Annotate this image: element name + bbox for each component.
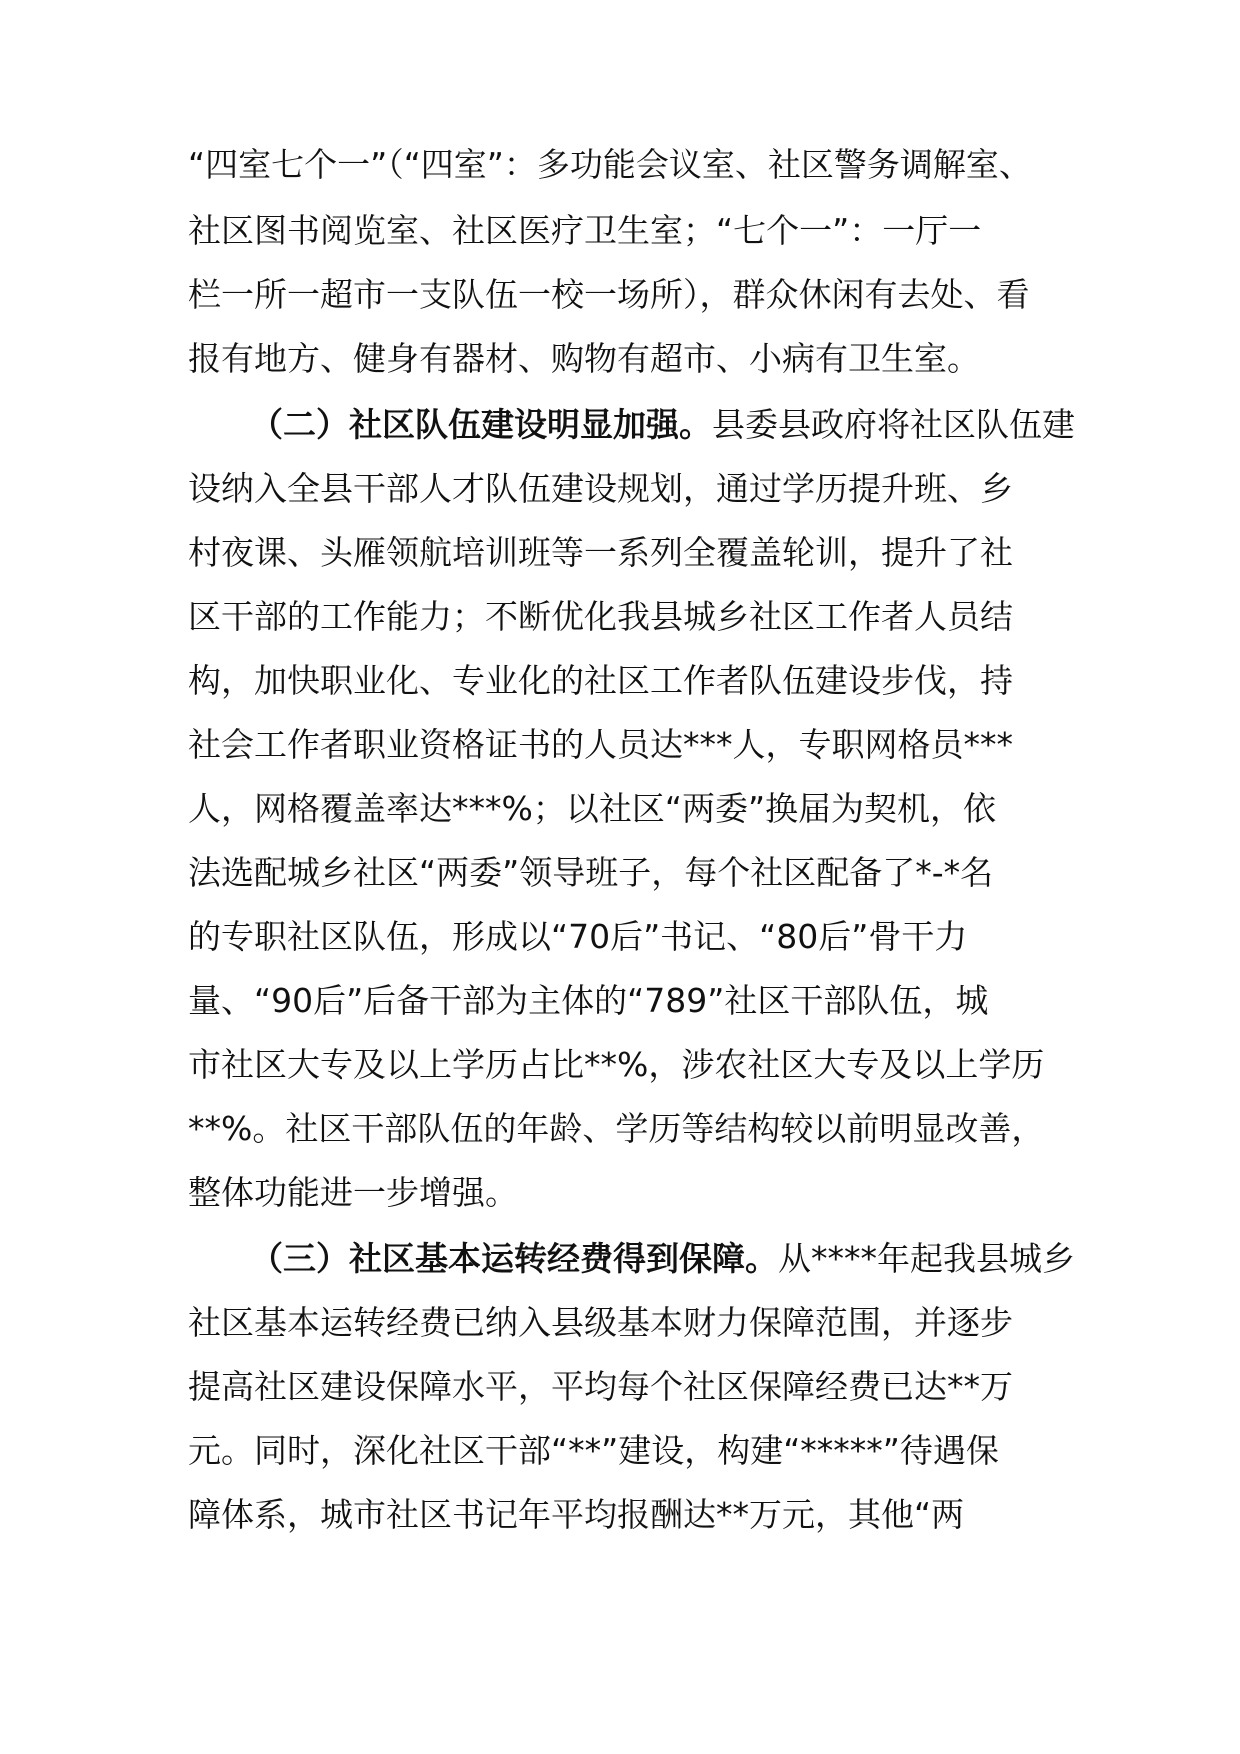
paragraph-3-first-line [250, 1226, 1075, 1292]
section-heading-2: （二）社区队伍建设明显加强。 [250, 405, 712, 444]
paragraph-1-line-2: 社区图书阅览室、社区医疗卫生室；“七个一”：一厅一 [188, 211, 982, 250]
paragraph-2-line-11: 市社区大专及以上学历占比**%，涉农社区大专及以上学历 [188, 1045, 1045, 1084]
paragraph-2-line-10: 量、“90后”后备干部为主体的“789”社区干部队伍，城 [188, 981, 989, 1020]
paragraph-2-line-5: 构，加快职业化、专业化的社区工作者队伍建设步伐，持 [188, 661, 1013, 700]
paragraph-2-line-9: 的专职社区队伍，形成以“70后”书记、“80后”骨干力 [188, 917, 968, 956]
paragraph-2-line-8: 法选配城乡社区“两委”领导班子，每个社区配备了*-*名 [188, 853, 994, 892]
paragraph-2-first-line-text: 县委县政府将社区队伍建 [712, 405, 1075, 444]
paragraph-3-first-line-text: 从****年起我县城乡 [778, 1239, 1075, 1278]
paragraph-2-line-4: 区干部的工作能力；不断优化我县城乡社区工作者人员结 [188, 597, 1013, 636]
paragraph-2-line-3: 村夜课、头雁领航培训班等一系列全覆盖轮训，提升了社 [188, 533, 1013, 572]
paragraph-2-line-13: 整体功能进一步增强。 [188, 1173, 518, 1212]
paragraph-2-line-7: 人，网格覆盖率达***%；以社区“两委”换届为契机，依 [188, 789, 997, 828]
paragraph-3-line-3: 提高社区建设保障水平，平均每个社区保障经费已达**万 [188, 1367, 1013, 1406]
paragraph-2-line-12: **%。社区干部队伍的年龄、学历等结构较以前明显改善， [188, 1109, 1045, 1148]
paragraph-1-line-3: 栏一所一超市一支队伍一校一场所），群众休闲有去处、看 [188, 275, 1030, 314]
paragraph-2-line-6: 社会工作者职业资格证书的人员达***人，专职网格员*** [188, 725, 1013, 764]
paragraph-3-line-2: 社区基本运转经费已纳入县级基本财力保障范围，并逐步 [188, 1303, 1013, 1342]
paragraph-1-line-1: “四室七个一”（“四室”：多功能会议室、社区警务调解室、 [188, 145, 1032, 184]
section-heading-3: （三）社区基本运转经费得到保障。 [250, 1239, 778, 1278]
paragraph-2-line-2: 设纳入全县干部人才队伍建设规划，通过学历提升班、乡 [188, 469, 1013, 508]
paragraph-1-line-4: 报有地方、健身有器材、购物有超市、小病有卫生室。 [188, 339, 980, 378]
paragraph-2-first-line [250, 392, 1075, 458]
paragraph-3-line-5: 障体系，城市社区书记年平均报酬达**万元，其他“两 [188, 1495, 965, 1534]
paragraph-3-line-4: 元。同时，深化社区干部“**”建设，构建“*****”待遇保 [188, 1431, 999, 1470]
